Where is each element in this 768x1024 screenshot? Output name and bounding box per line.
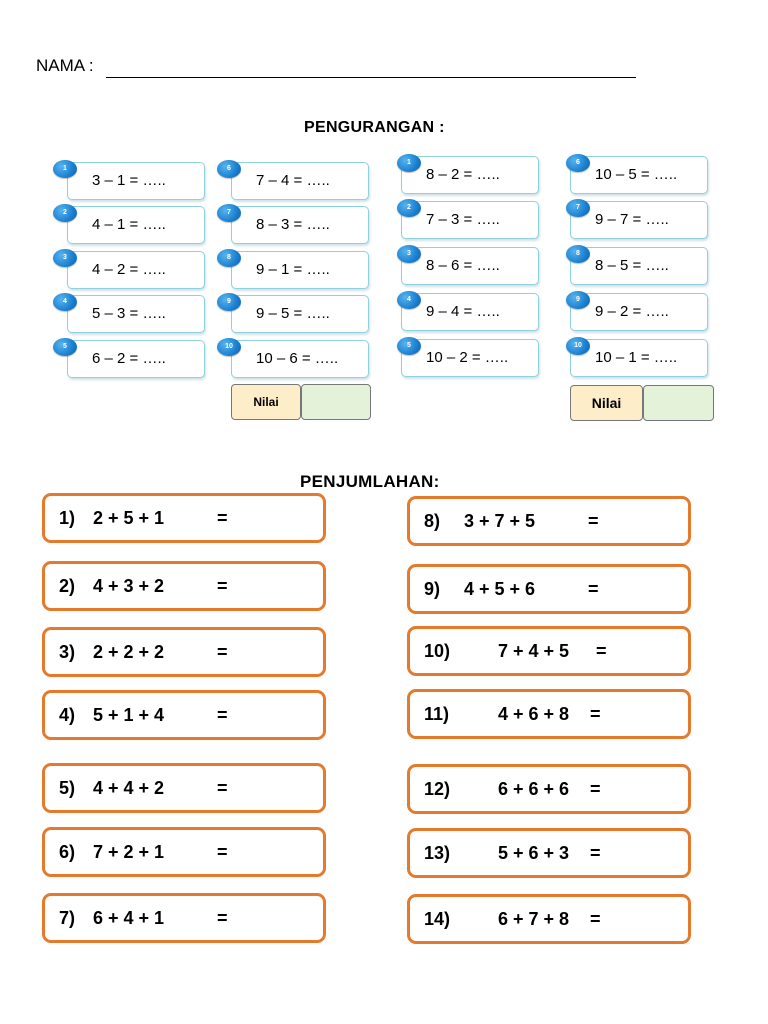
- problem-number: 11): [424, 704, 450, 724]
- subtraction-expression: 8 – 2 = …..: [426, 166, 500, 183]
- subtraction-expression: 7 – 4 = …..: [256, 172, 330, 189]
- equals-sign: =: [590, 843, 601, 863]
- problem-number: 13): [424, 843, 451, 863]
- problem-number: 2): [59, 576, 76, 596]
- addition-expression: 6 + 4 + 1: [93, 908, 165, 928]
- equals-sign: =: [217, 908, 228, 928]
- problem-number-badge: 4: [397, 291, 421, 309]
- subtraction-expression: 9 – 4 = …..: [426, 303, 500, 320]
- equals-sign: =: [590, 704, 601, 724]
- subtraction-expression: 3 – 1 = …..: [92, 172, 166, 189]
- problem-number-badge: 10: [217, 338, 241, 356]
- equals-sign: =: [217, 842, 228, 862]
- name-field[interactable]: [36, 56, 94, 76]
- subtraction-expression: 10 – 1 = …..: [595, 349, 678, 366]
- addition-expression: 4 + 4 + 2: [93, 778, 165, 798]
- subtraction-expression: 9 – 7 = …..: [595, 211, 669, 228]
- addition-problem[interactable]: [407, 764, 691, 814]
- subtraction-problem[interactable]: [231, 162, 369, 200]
- problem-number-badge: 5: [53, 338, 77, 356]
- problem-number: 7): [59, 908, 76, 928]
- subtraction-expression: 8 – 6 = …..: [426, 257, 500, 274]
- addition-problem[interactable]: [407, 828, 691, 878]
- problem-number-badge: 8: [566, 245, 590, 263]
- subtraction-expression: 9 – 2 = …..: [595, 303, 669, 320]
- problem-number: 4): [59, 705, 76, 725]
- subtraction-problem[interactable]: [67, 162, 205, 200]
- problem-number: 9): [424, 579, 441, 599]
- addition-title: PENJUMLAHAN:: [300, 472, 440, 491]
- equals-sign: =: [217, 576, 228, 596]
- subtraction-problem[interactable]: [231, 295, 369, 333]
- addition-problem[interactable]: [42, 627, 326, 677]
- subtraction-problem[interactable]: [570, 156, 708, 194]
- score-input[interactable]: [301, 384, 371, 420]
- subtraction-problem[interactable]: [401, 293, 539, 331]
- addition-expression: 7 + 4 + 5: [498, 641, 570, 661]
- equals-sign: =: [217, 508, 228, 528]
- addition-expression: 3 + 7 + 5: [464, 511, 536, 531]
- subtraction-problem[interactable]: [67, 340, 205, 378]
- name-underline: [106, 77, 636, 78]
- addition-problem[interactable]: [42, 827, 326, 877]
- problem-number-badge: 2: [397, 199, 421, 217]
- problem-number-badge: 10: [566, 337, 590, 355]
- subtraction-problem[interactable]: [570, 247, 708, 285]
- score-label: Nilai: [231, 384, 301, 420]
- addition-expression: 5 + 1 + 4: [93, 705, 165, 725]
- subtraction-problem[interactable]: [401, 339, 539, 377]
- problem-number: 10): [424, 641, 451, 661]
- score-input[interactable]: [643, 385, 714, 421]
- equals-sign: =: [588, 511, 599, 531]
- addition-expression: 2 + 2 + 2: [93, 642, 165, 662]
- subtraction-problem[interactable]: [231, 206, 369, 244]
- addition-expression: 4 + 6 + 8: [498, 704, 570, 724]
- problem-number-badge: 1: [397, 154, 421, 172]
- subtraction-problem[interactable]: [231, 251, 369, 289]
- equals-sign: =: [217, 705, 228, 725]
- problem-number-badge: 7: [566, 199, 590, 217]
- problem-number-badge: 3: [397, 245, 421, 263]
- addition-problem[interactable]: [407, 689, 691, 739]
- equals-sign: =: [217, 778, 228, 798]
- subtraction-expression: 4 – 1 = …..: [92, 216, 166, 233]
- problem-number: 5): [59, 778, 76, 798]
- addition-problem[interactable]: [42, 893, 326, 943]
- problem-number: 3): [59, 642, 76, 662]
- subtraction-expression: 10 – 2 = …..: [426, 349, 509, 366]
- problem-number-badge: 6: [217, 160, 241, 178]
- addition-problem[interactable]: [42, 763, 326, 813]
- subtraction-expression: 8 – 5 = …..: [595, 257, 669, 274]
- problem-number-badge: 7: [217, 204, 241, 222]
- addition-problem[interactable]: [42, 561, 326, 611]
- subtraction-problem[interactable]: [67, 251, 205, 289]
- addition-problem[interactable]: [42, 690, 326, 740]
- subtraction-problem[interactable]: [231, 340, 369, 378]
- subtraction-problem[interactable]: [67, 295, 205, 333]
- subtraction-expression: 10 – 5 = …..: [595, 166, 678, 183]
- addition-problem[interactable]: [407, 496, 691, 546]
- subtraction-problem[interactable]: [401, 156, 539, 194]
- subtraction-expression: 8 – 3 = …..: [256, 216, 330, 233]
- addition-expression: 2 + 5 + 1: [93, 508, 165, 528]
- addition-expression: 5 + 6 + 3: [498, 843, 570, 863]
- addition-problem[interactable]: [407, 894, 691, 944]
- problem-number-badge: 4: [53, 293, 77, 311]
- subtraction-title: PENGURANGAN :: [304, 119, 445, 136]
- subtraction-problem[interactable]: [401, 247, 539, 285]
- problem-number-badge: 9: [566, 291, 590, 309]
- equals-sign: =: [217, 642, 228, 662]
- equals-sign: =: [588, 579, 599, 599]
- problem-number-badge: 2: [53, 204, 77, 222]
- problem-number: 1): [59, 508, 76, 528]
- subtraction-expression: 5 – 3 = …..: [92, 305, 166, 322]
- subtraction-problem[interactable]: [67, 206, 205, 244]
- score-label: Nilai: [570, 385, 643, 421]
- equals-sign: =: [596, 641, 607, 661]
- problem-number-badge: 5: [397, 337, 421, 355]
- equals-sign: =: [590, 779, 601, 799]
- addition-problem[interactable]: [407, 564, 691, 614]
- problem-number-badge: 8: [217, 249, 241, 267]
- problem-number: 6): [59, 842, 76, 862]
- problem-number: 12): [424, 779, 451, 799]
- name-label: NAMA :: [36, 56, 94, 75]
- subtraction-expression: 4 – 2 = …..: [92, 261, 166, 278]
- problem-number-badge: 9: [217, 293, 241, 311]
- subtraction-problem[interactable]: [570, 339, 708, 377]
- problem-number: 8): [424, 511, 441, 531]
- addition-problem[interactable]: [42, 493, 326, 543]
- equals-sign: =: [590, 909, 601, 929]
- subtraction-expression: 9 – 1 = …..: [256, 261, 330, 278]
- problem-number-badge: 6: [566, 154, 590, 172]
- problem-number-badge: 3: [53, 249, 77, 267]
- addition-expression: 4 + 5 + 6: [464, 579, 536, 599]
- subtraction-problem[interactable]: [570, 293, 708, 331]
- addition-problem[interactable]: [407, 626, 691, 676]
- subtraction-problem[interactable]: [570, 201, 708, 239]
- subtraction-expression: 10 – 6 = …..: [256, 350, 339, 367]
- problem-number: 14): [424, 909, 451, 929]
- addition-expression: 6 + 6 + 6: [498, 779, 570, 799]
- subtraction-expression: 6 – 2 = …..: [92, 350, 166, 367]
- subtraction-expression: 9 – 5 = …..: [256, 305, 330, 322]
- problem-number-badge: 1: [53, 160, 77, 178]
- subtraction-expression: 7 – 3 = …..: [426, 211, 500, 228]
- addition-expression: 6 + 7 + 8: [498, 909, 570, 929]
- addition-expression: 4 + 3 + 2: [93, 576, 165, 596]
- addition-expression: 7 + 2 + 1: [93, 842, 165, 862]
- subtraction-problem[interactable]: [401, 201, 539, 239]
